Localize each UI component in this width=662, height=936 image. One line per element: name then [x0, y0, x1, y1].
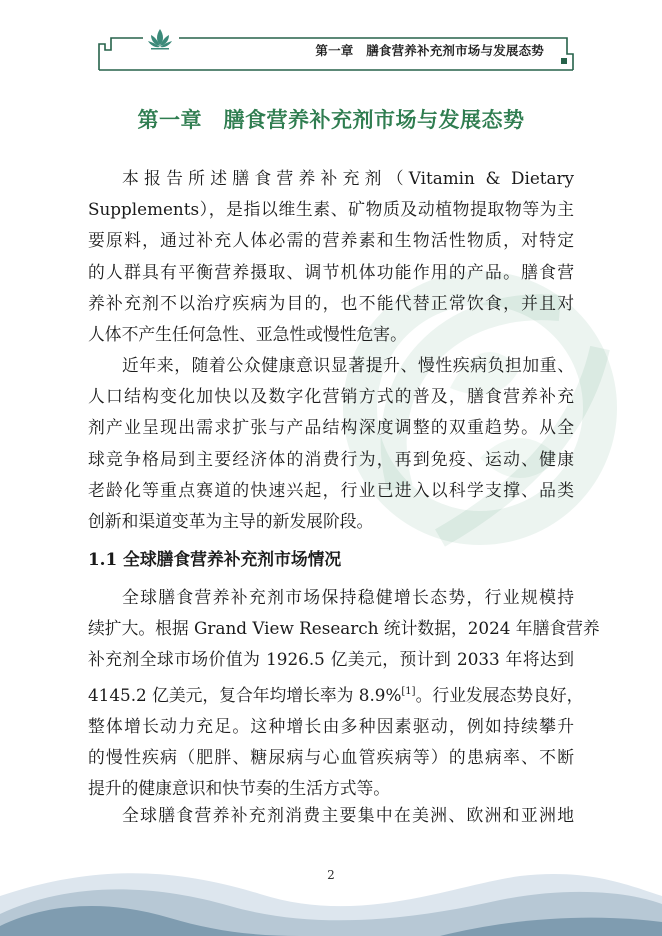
chapter-title: 第一章 膳食营养补充剂市场与发展态势 [137, 107, 525, 132]
paragraph-line: Supplements），是指以维生素、矿物质及动植物提取物等为主 [88, 199, 574, 220]
footer-wave-decoration [0, 856, 662, 936]
line-text: 。行业发展态势良好， [415, 684, 584, 705]
paragraph-regional-consumption [88, 800, 574, 831]
paragraph-definition [88, 163, 574, 350]
section-title: 1.1 全球膳食营养补充剂市场情况 [88, 549, 342, 569]
paragraph-line: 提升的健康意识和快节奏的生活方式等。 [88, 778, 391, 799]
paragraph-global-market [88, 582, 600, 804]
paragraph-line: 养补充剂不以治疗疾病为目的，也不能代替正常饮食，并且对 [88, 292, 574, 313]
paragraph-line: 剂产业呈现出需求扩张与产品结构深度调整的双重趋势。从全 [88, 417, 574, 438]
paragraph-trends [88, 350, 574, 537]
paragraph-line: 全球膳食营养补充剂市场保持稳健增长态势，行业规模持 [122, 587, 574, 607]
paragraph-line: 的慢性疾病（肥胖、糖尿病与心血管疾病等）的患病率、不断 [88, 747, 574, 768]
paragraph-line: 人体不产生任何急性、亚急性或慢性危害。 [88, 324, 407, 345]
citation-reference[interactable]: [1] [401, 685, 416, 697]
running-header-title: 第一章 膳食营养补充剂市场与发展态势 [315, 43, 544, 58]
page-number: 2 [327, 868, 335, 882]
paragraph-line: 整体增长动力充足。这种增长由多种因素驱动，例如持续攀升 [88, 715, 574, 736]
paragraph-line: 创新和渠道变革为主导的新发展阶段。 [88, 511, 374, 532]
paragraph-line: 要原料，通过补充人体必需的营养素和生物活性物质，对特定 [88, 230, 574, 251]
lotus-icon [147, 27, 173, 51]
paragraph-line: 全球膳食营养补充剂消费主要集中在美洲、欧洲和亚洲地 [122, 805, 574, 825]
paragraph-line: 补充剂全球市场价值为 1926.5 亿美元，预计到 2033 年将达到 [88, 649, 574, 670]
paragraph-line: 的人群具有平衡营养摄取、调节机体功能作用的产品。膳食营 [88, 261, 574, 282]
line-text: 4145.2 亿美元，复合年均增长率为 8.9% [88, 684, 402, 705]
paragraph-line: 人口结构变化加快以及数字化营销方式的普及，膳食营养补充 [88, 386, 574, 407]
paragraph-line: 球竞争格局到主要经济体的消费行为，再到免疫、运动、健康 [88, 448, 574, 469]
paragraph-line: 续扩大。根据 Grand View Research 统计数据，2024 年膳食营养 [88, 618, 600, 639]
paragraph-line: 老龄化等重点赛道的快速兴起，行业已进入以科学支撑、品类 [88, 479, 574, 500]
paragraph-line: 本报告所述膳食营养补充剂（Vitamin & Dietary [122, 168, 574, 188]
paragraph-line [88, 676, 584, 711]
paragraph-line: 近年来，随着公众健康意识显著提升、慢性疾病负担加重、 [122, 355, 574, 375]
